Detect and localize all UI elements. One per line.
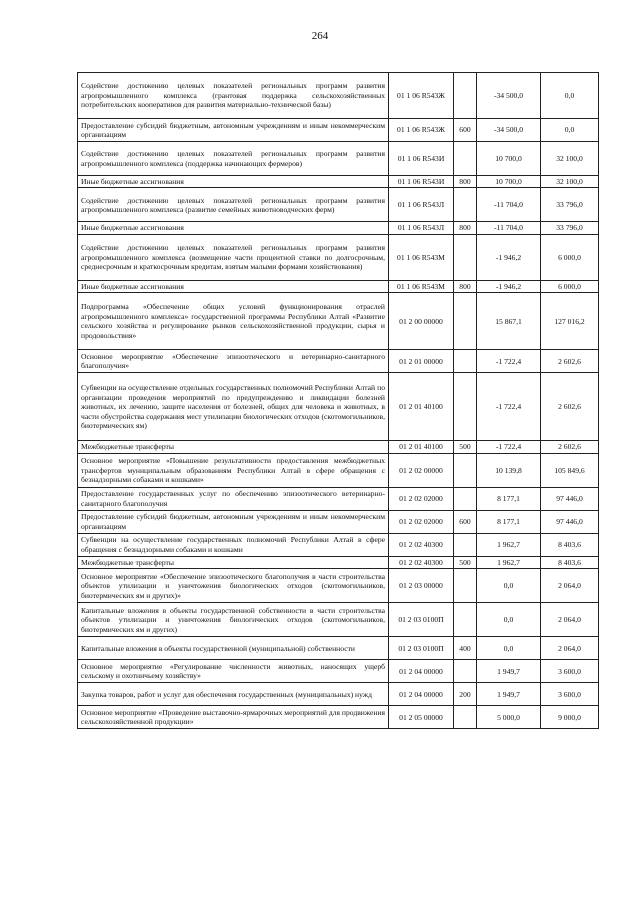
row-change-amount: -34 500,0	[477, 119, 541, 142]
row-code: 01 1 06 R543Ж	[389, 73, 454, 119]
row-change-amount: -34 500,0	[477, 73, 541, 119]
row-change-amount: -1 722,4	[477, 441, 541, 453]
row-name: Основное мероприятие «Повышение результативности предоставления межбюджетных трансфертов муниципальным образованиям Республики Алтай в сфере обращения с безнадзорными собаками и кошками»	[78, 453, 389, 487]
row-expense-type	[454, 188, 477, 222]
row-name: Содействие достижению целевых показателей региональных программ развития агропромышленного комплекса (грантовая поддержка сельскохозяйственных потребительских кооперативов для развития материально-технической базы)	[78, 73, 389, 119]
row-change-amount: 1 949,7	[477, 660, 541, 683]
row-name: Содействие достижению целевых показателей региональных программ развития агропромышленного комплекса (развитие семейных животноводческих ферм)	[78, 188, 389, 222]
row-expense-type: 800	[454, 222, 477, 234]
table-row	[78, 706, 599, 729]
row-code: 01 1 06 R543И	[389, 176, 454, 188]
table-row	[78, 188, 599, 222]
row-expense-type: 400	[454, 637, 477, 660]
row-name: Межбюджетные трансферты	[78, 441, 389, 453]
table-row	[78, 280, 599, 292]
row-total-amount: 2 602,6	[541, 441, 599, 453]
row-total-amount: 32 100,0	[541, 142, 599, 176]
row-total-amount: 2 064,0	[541, 637, 599, 660]
row-change-amount: -11 704,0	[477, 222, 541, 234]
row-name: Содействие достижению целевых показателей региональных программ развития агропромышленного комплекса (возмещение части процентной ставки по долгосрочным, среднесрочным и краткосрочным кредитам, взятым малыми формами хозяйствования)	[78, 234, 389, 280]
table-row	[78, 119, 599, 142]
row-change-amount: 0,0	[477, 637, 541, 660]
row-code: 01 2 02 02000	[389, 510, 454, 533]
row-change-amount: -1 722,4	[477, 350, 541, 373]
row-name: Предоставление субсидий бюджетным, автономным учреждениям и иным некоммерческим организациям	[78, 119, 389, 142]
row-name: Предоставление государственных услуг по обеспечению эпизоотического ветеринарно-санитарного благополучия	[78, 487, 389, 510]
row-expense-type	[454, 660, 477, 683]
row-expense-type	[454, 350, 477, 373]
row-name: Субвенции на осуществление отдельных государственных полномочий Республики Алтай по организации проведения мероприятий по предупреждению и ликвидации болезней животных, их лечению, защите населения от болезней, общих для человека и животных, в части обустройства содержания мест утилизации биологических отходов (скотомогильников, биотермических ям)	[78, 373, 389, 441]
row-change-amount: 10 700,0	[477, 142, 541, 176]
budget-table-body	[78, 73, 599, 729]
row-name: Иные бюджетные ассигнования	[78, 222, 389, 234]
row-total-amount: 32 100,0	[541, 176, 599, 188]
row-code: 01 2 00 00000	[389, 293, 454, 350]
row-name: Иные бюджетные ассигнования	[78, 176, 389, 188]
table-row	[78, 683, 599, 706]
row-code: 01 2 01 40100	[389, 373, 454, 441]
row-code: 01 2 03 0100П	[389, 637, 454, 660]
table-row	[78, 222, 599, 234]
row-total-amount: 0,0	[541, 119, 599, 142]
row-total-amount: 105 849,6	[541, 453, 599, 487]
row-name: Закупка товаров, работ и услуг для обеспечения государственных (муниципальных) нужд	[78, 683, 389, 706]
row-total-amount: 2 064,0	[541, 569, 599, 603]
row-change-amount: 10 139,8	[477, 453, 541, 487]
row-code: 01 2 02 00000	[389, 453, 454, 487]
page-number: 264	[311, 30, 329, 42]
row-expense-type: 200	[454, 683, 477, 706]
row-total-amount: 3 600,0	[541, 660, 599, 683]
table-row	[78, 176, 599, 188]
row-expense-type: 500	[454, 556, 477, 568]
row-code: 01 2 03 0100П	[389, 603, 454, 637]
table-row	[78, 373, 599, 441]
table-row	[78, 293, 599, 350]
row-change-amount: 5 000,0	[477, 706, 541, 729]
row-total-amount: 33 796,0	[541, 188, 599, 222]
row-total-amount: 2 064,0	[541, 603, 599, 637]
row-expense-type	[454, 569, 477, 603]
row-total-amount: 2 602,6	[541, 373, 599, 441]
row-name: Подпрограмма «Обеспечение общих условий функционирования отраслей агропромышленного комплекса» государственной программы Республики Алтай «Развитие сельского хозяйства и регулирование рынков сельскохозяйственной продукции, сырья и продовольствия»	[78, 293, 389, 350]
row-code: 01 1 06 R543Л	[389, 222, 454, 234]
table-row	[78, 441, 599, 453]
row-code: 01 2 02 02000	[389, 487, 454, 510]
table-row	[78, 510, 599, 533]
row-expense-type	[454, 293, 477, 350]
table-row	[78, 142, 599, 176]
row-change-amount: 1 962,7	[477, 556, 541, 568]
row-expense-type	[454, 603, 477, 637]
row-expense-type	[454, 234, 477, 280]
row-expense-type: 800	[454, 176, 477, 188]
table-row	[78, 234, 599, 280]
table-row	[78, 453, 599, 487]
row-name: Капитальные вложения в объекты государственной собственности в части строительства объектов утилизации и уничтожения биологических отходов (скотомогильников, биотермических ям и других)	[78, 603, 389, 637]
row-expense-type: 800	[454, 280, 477, 292]
row-name: Межбюджетные трансферты	[78, 556, 389, 568]
row-name: Предоставление субсидий бюджетным, автономным учреждениям и иным некоммерческим организациям	[78, 510, 389, 533]
row-total-amount: 8 403,6	[541, 533, 599, 556]
table-row	[78, 660, 599, 683]
row-total-amount: 6 000,0	[541, 234, 599, 280]
row-expense-type	[454, 142, 477, 176]
row-name: Основное мероприятие «Обеспечение эпизоотического и ветеринарно-санитарного благополучия»	[78, 350, 389, 373]
row-change-amount: 15 867,1	[477, 293, 541, 350]
row-name: Содействие достижению целевых показателей региональных программ развития агропромышленного комплекса (поддержка начинающих фермеров)	[78, 142, 389, 176]
row-code: 01 2 04 00000	[389, 683, 454, 706]
row-total-amount: 127 016,2	[541, 293, 599, 350]
row-code: 01 2 02 40300	[389, 556, 454, 568]
row-name: Основное мероприятие «Проведение выставочно-ярмарочных мероприятий для продвижения сельскохозяйственной продукции»	[78, 706, 389, 729]
table-row	[78, 350, 599, 373]
row-total-amount: 0,0	[541, 73, 599, 119]
row-code: 01 1 06 R543Л	[389, 188, 454, 222]
budget-table	[77, 72, 599, 729]
row-code: 01 1 06 R543И	[389, 142, 454, 176]
row-change-amount: 1 949,7	[477, 683, 541, 706]
row-change-amount: 0,0	[477, 569, 541, 603]
table-row	[78, 603, 599, 637]
row-total-amount: 9 000,0	[541, 706, 599, 729]
row-code: 01 2 03 00000	[389, 569, 454, 603]
row-expense-type	[454, 73, 477, 119]
row-code: 01 2 04 00000	[389, 660, 454, 683]
table-row	[78, 73, 599, 119]
row-name: Основное мероприятие «Обеспечение эпизоотического благополучия в части строительства объектов утилизации и уничтожения биологических отходов (скотомогильников, биотермических ям и других)»	[78, 569, 389, 603]
row-total-amount: 8 403,6	[541, 556, 599, 568]
row-expense-type	[454, 487, 477, 510]
row-total-amount: 97 446,0	[541, 510, 599, 533]
row-change-amount: -1 946,2	[477, 234, 541, 280]
table-row	[78, 637, 599, 660]
row-change-amount: -1 722,4	[477, 373, 541, 441]
row-change-amount: 8 177,1	[477, 510, 541, 533]
row-change-amount: 10 700,0	[477, 176, 541, 188]
row-change-amount: 1 962,7	[477, 533, 541, 556]
row-code: 01 1 06 R543М	[389, 234, 454, 280]
row-change-amount: 8 177,1	[477, 487, 541, 510]
row-code: 01 2 01 00000	[389, 350, 454, 373]
row-total-amount: 33 796,0	[541, 222, 599, 234]
table-row	[78, 569, 599, 603]
row-code: 01 2 02 40300	[389, 533, 454, 556]
row-code: 01 2 01 40100	[389, 441, 454, 453]
row-expense-type: 500	[454, 441, 477, 453]
table-row	[78, 533, 599, 556]
table-row	[78, 487, 599, 510]
row-expense-type: 600	[454, 510, 477, 533]
row-expense-type	[454, 453, 477, 487]
row-total-amount: 6 000,0	[541, 280, 599, 292]
row-total-amount: 97 446,0	[541, 487, 599, 510]
row-change-amount: 0,0	[477, 603, 541, 637]
row-total-amount: 3 600,0	[541, 683, 599, 706]
row-expense-type: 600	[454, 119, 477, 142]
row-expense-type	[454, 706, 477, 729]
row-code: 01 1 06 R543М	[389, 280, 454, 292]
row-code: 01 2 05 00000	[389, 706, 454, 729]
table-row	[78, 556, 599, 568]
row-name: Капитальные вложения в объекты государственной (муниципальной) собственности	[78, 637, 389, 660]
row-change-amount: -11 704,0	[477, 188, 541, 222]
row-name: Основное мероприятие «Регулирование численности животных, наносящих ущерб сельскому и охотничьему хозяйству»	[78, 660, 389, 683]
row-expense-type	[454, 373, 477, 441]
row-name: Иные бюджетные ассигнования	[78, 280, 389, 292]
row-code: 01 1 06 R543Ж	[389, 119, 454, 142]
row-name: Субвенции на осуществление государственных полномочий Республики Алтай в сфере обращения с безнадзорными собаками и кошками	[78, 533, 389, 556]
row-change-amount: -1 946,2	[477, 280, 541, 292]
row-total-amount: 2 602,6	[541, 350, 599, 373]
row-expense-type	[454, 533, 477, 556]
